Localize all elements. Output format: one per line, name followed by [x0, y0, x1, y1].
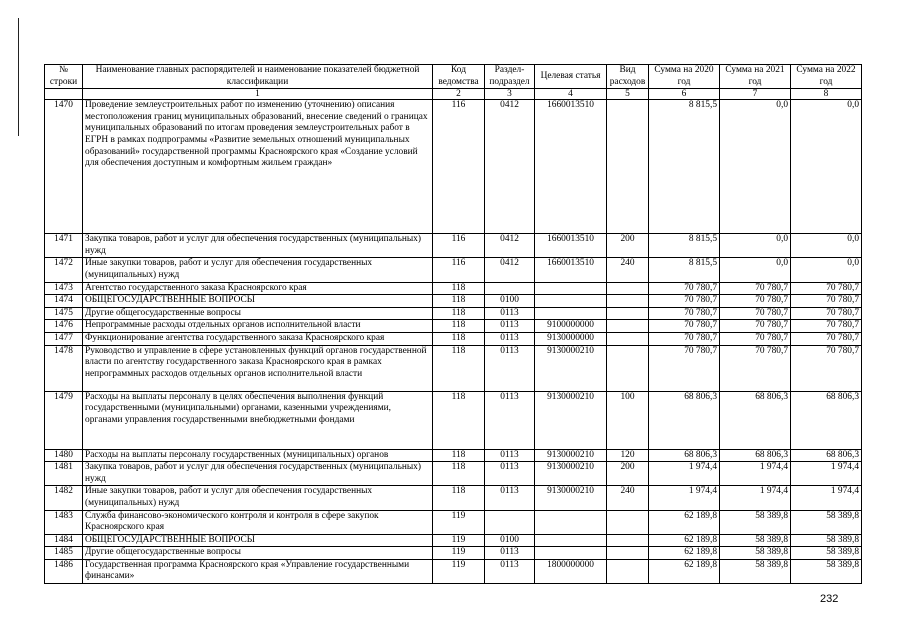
sum-2022-cell: 70 780,7 — [791, 320, 862, 333]
sum-2021-cell: 70 780,7 — [720, 295, 791, 308]
table-row — [45, 100, 862, 234]
row-number-cell: 1482 — [45, 486, 83, 510]
vedomstvo-cell: 116 — [433, 100, 485, 234]
statya-cell — [535, 295, 607, 308]
podrazdel-cell: 0113 — [485, 547, 535, 560]
table-row — [45, 282, 862, 295]
sum-2020-cell: 8 815,5 — [649, 100, 720, 234]
row-number-cell: 1485 — [45, 547, 83, 560]
sum-2022-cell: 68 806,3 — [791, 449, 862, 462]
podrazdel-cell: 0113 — [485, 449, 535, 462]
table-row — [45, 510, 862, 534]
vedomstvo-cell: 119 — [433, 547, 485, 560]
vid-cell: 100 — [607, 391, 649, 449]
sum-2020-cell: 62 189,8 — [649, 534, 720, 547]
name-cell: Расходы на выплаты персоналу государственных (муниципальных) органов — [83, 449, 433, 462]
sum-2021-cell: 58 389,8 — [720, 559, 791, 583]
name-cell: Государственная программа Красноярского края «Управление государственными финансами» — [83, 559, 433, 583]
sum-2020-cell: 68 806,3 — [649, 449, 720, 462]
sum-2022-cell: 70 780,7 — [791, 295, 862, 308]
vid-cell — [607, 295, 649, 308]
column-number — [45, 89, 83, 100]
statya-cell — [535, 307, 607, 320]
vedomstvo-cell: 119 — [433, 534, 485, 547]
vedomstvo-cell: 118 — [433, 486, 485, 510]
podrazdel-cell: 0412 — [485, 234, 535, 258]
row-number-cell: 1486 — [45, 559, 83, 583]
table-row — [45, 332, 862, 345]
table-row — [45, 449, 862, 462]
sum-2020-cell: 70 780,7 — [649, 295, 720, 308]
sum-2020-cell: 70 780,7 — [649, 307, 720, 320]
name-cell: Функционирование агентства государственного заказа Красноярского края — [83, 332, 433, 345]
sum-2020-cell: 70 780,7 — [649, 345, 720, 391]
statya-cell: 1660013510 — [535, 234, 607, 258]
statya-cell — [535, 547, 607, 560]
vid-cell: 240 — [607, 258, 649, 282]
podrazdel-cell: 0100 — [485, 295, 535, 308]
sum-2022-cell: 58 389,8 — [791, 547, 862, 560]
header-sum-2022: Сумма на 2022 год — [791, 65, 862, 89]
podrazdel-cell: 0113 — [485, 345, 535, 391]
vid-cell: 200 — [607, 462, 649, 486]
name-cell: Иные закупки товаров, работ и услуг для обеспечения государственных (муниципальных) нужд — [83, 486, 433, 510]
sum-2020-cell: 62 189,8 — [649, 510, 720, 534]
sum-2021-cell: 70 780,7 — [720, 307, 791, 320]
podrazdel-cell — [485, 510, 535, 534]
vid-cell — [607, 559, 649, 583]
statya-cell: 9130000000 — [535, 332, 607, 345]
row-number-cell: 1479 — [45, 391, 83, 449]
statya-cell: 9130000210 — [535, 345, 607, 391]
sum-2022-cell: 70 780,7 — [791, 332, 862, 345]
table-body — [45, 100, 862, 584]
sum-2022-cell: 58 389,8 — [791, 534, 862, 547]
header-vedomstvo: Код ведомства — [433, 65, 485, 89]
podrazdel-cell — [485, 282, 535, 295]
vedomstvo-cell: 116 — [433, 234, 485, 258]
sum-2021-cell: 70 780,7 — [720, 320, 791, 333]
table-row — [45, 295, 862, 308]
sum-2022-cell: 0,0 — [791, 234, 862, 258]
name-cell: Агентство государственного заказа Красноярского края — [83, 282, 433, 295]
row-number-cell: 1478 — [45, 345, 83, 391]
sum-2022-cell: 70 780,7 — [791, 282, 862, 295]
vedomstvo-cell: 118 — [433, 332, 485, 345]
sum-2020-cell: 8 815,5 — [649, 258, 720, 282]
row-number-cell: 1474 — [45, 295, 83, 308]
column-number: 3 — [485, 89, 535, 100]
name-cell: Иные закупки товаров, работ и услуг для обеспечения государственных (муниципальных) нужд — [83, 258, 433, 282]
column-number: 2 — [433, 89, 485, 100]
header-sum-2020: Сумма на 2020 год — [649, 65, 720, 89]
table-row — [45, 534, 862, 547]
sum-2021-cell: 68 806,3 — [720, 449, 791, 462]
row-number-cell: 1484 — [45, 534, 83, 547]
sum-2022-cell: 0,0 — [791, 100, 862, 234]
vedomstvo-cell: 118 — [433, 345, 485, 391]
podrazdel-cell: 0100 — [485, 534, 535, 547]
statya-cell: 9130000210 — [535, 462, 607, 486]
row-number-cell: 1476 — [45, 320, 83, 333]
statya-cell: 9100000000 — [535, 320, 607, 333]
sum-2020-cell: 62 189,8 — [649, 547, 720, 560]
vid-cell — [607, 100, 649, 234]
column-number: 1 — [83, 89, 433, 100]
sum-2021-cell: 58 389,8 — [720, 547, 791, 560]
vid-cell — [607, 547, 649, 560]
row-number-cell: 1477 — [45, 332, 83, 345]
vid-cell — [607, 307, 649, 320]
sum-2020-cell: 8 815,5 — [649, 234, 720, 258]
vedomstvo-cell: 118 — [433, 449, 485, 462]
name-cell: Закупка товаров, работ и услуг для обеспечения государственных (муниципальных) нужд — [83, 234, 433, 258]
header-name: Наименование главных распорядителей и наименование показателей бюджетной классификации — [83, 65, 433, 89]
vedomstvo-cell: 118 — [433, 391, 485, 449]
name-cell: Расходы на выплаты персоналу в целях обеспечения выполнения функций государственными (муниципальными) органами, казенными учреждениями, органами управления государственными внебюджетными фондами — [83, 391, 433, 449]
sum-2022-cell: 0,0 — [791, 258, 862, 282]
name-cell: Другие общегосударственные вопросы — [83, 547, 433, 560]
statya-cell — [535, 282, 607, 295]
vid-cell: 200 — [607, 234, 649, 258]
row-number-cell: 1471 — [45, 234, 83, 258]
row-number-cell: 1475 — [45, 307, 83, 320]
table-row — [45, 547, 862, 560]
sum-2021-cell: 1 974,4 — [720, 486, 791, 510]
sum-2022-cell: 58 389,8 — [791, 510, 862, 534]
vedomstvo-cell: 119 — [433, 559, 485, 583]
sum-2021-cell: 0,0 — [720, 234, 791, 258]
header-podrazdel: Раздел-подраздел — [485, 65, 535, 89]
table-row — [45, 486, 862, 510]
podrazdel-cell: 0113 — [485, 307, 535, 320]
column-number: 4 — [535, 89, 607, 100]
sum-2022-cell: 68 806,3 — [791, 391, 862, 449]
vid-cell: 240 — [607, 486, 649, 510]
vid-cell — [607, 332, 649, 345]
vedomstvo-cell: 118 — [433, 320, 485, 333]
row-number-cell: 1480 — [45, 449, 83, 462]
margin-line — [18, 18, 19, 136]
statya-cell: 9130000210 — [535, 486, 607, 510]
header-row-number: № строки — [45, 65, 83, 89]
name-cell: Проведение землеустроительных работ по изменению (уточнению) описания местоположения границ муниципальных образований, внесение сведений о границах муниципальных образований по итогам проведения землеустроительных работ в ЕГРН в рамках подпрограммы «Развитие земельных отношений муниципальных образований» государственной программы Красноярского края «Создание условий для обеспечения доступным и комфортным жильем граждан» — [83, 100, 433, 234]
vid-cell — [607, 345, 649, 391]
name-cell: Руководство и управление в сфере установленных функций органов государственной власти по агентству государственного заказа Красноярского края в рамках непрограммных расходов отдельных органов исполнительной власти — [83, 345, 433, 391]
podrazdel-cell: 0412 — [485, 258, 535, 282]
header-vid: Вид расходов — [607, 65, 649, 89]
sum-2021-cell: 68 806,3 — [720, 391, 791, 449]
sum-2021-cell: 70 780,7 — [720, 345, 791, 391]
column-number: 7 — [720, 89, 791, 100]
name-cell: Служба финансово-экономического контроля и контроля в сфере закупок Красноярского края — [83, 510, 433, 534]
row-number-cell: 1483 — [45, 510, 83, 534]
sum-2022-cell: 70 780,7 — [791, 345, 862, 391]
sum-2022-cell: 58 389,8 — [791, 559, 862, 583]
vid-cell — [607, 510, 649, 534]
vedomstvo-cell: 118 — [433, 282, 485, 295]
table-row — [45, 559, 862, 583]
row-number-cell: 1473 — [45, 282, 83, 295]
sum-2022-cell: 1 974,4 — [791, 462, 862, 486]
column-number: 6 — [649, 89, 720, 100]
vid-cell — [607, 320, 649, 333]
header-row — [45, 65, 862, 89]
name-cell: ОБЩЕГОСУДАРСТВЕННЫЕ ВОПРОСЫ — [83, 295, 433, 308]
name-cell: Непрограммные расходы отдельных органов исполнительной власти — [83, 320, 433, 333]
vedomstvo-cell: 118 — [433, 307, 485, 320]
table-row — [45, 391, 862, 449]
vid-cell — [607, 282, 649, 295]
sum-2020-cell: 70 780,7 — [649, 332, 720, 345]
sum-2021-cell: 0,0 — [720, 258, 791, 282]
statya-cell: 1660013510 — [535, 258, 607, 282]
row-number-cell: 1481 — [45, 462, 83, 486]
table-row — [45, 320, 862, 333]
sum-2021-cell: 70 780,7 — [720, 332, 791, 345]
table-row — [45, 307, 862, 320]
podrazdel-cell: 0113 — [485, 559, 535, 583]
podrazdel-cell: 0113 — [485, 462, 535, 486]
statya-cell: 9130000210 — [535, 391, 607, 449]
column-number-row — [45, 89, 862, 100]
statya-cell: 9130000210 — [535, 449, 607, 462]
statya-cell — [535, 510, 607, 534]
vedomstvo-cell: 116 — [433, 258, 485, 282]
sum-2020-cell: 68 806,3 — [649, 391, 720, 449]
vid-cell: 120 — [607, 449, 649, 462]
sum-2022-cell: 1 974,4 — [791, 486, 862, 510]
statya-cell: 1800000000 — [535, 559, 607, 583]
sum-2020-cell: 70 780,7 — [649, 282, 720, 295]
sum-2020-cell: 1 974,4 — [649, 462, 720, 486]
table-row — [45, 258, 862, 282]
page-number: 232 — [820, 593, 839, 605]
podrazdel-cell: 0113 — [485, 486, 535, 510]
vid-cell — [607, 534, 649, 547]
podrazdel-cell: 0113 — [485, 320, 535, 333]
podrazdel-cell: 0113 — [485, 391, 535, 449]
vedomstvo-cell: 118 — [433, 462, 485, 486]
podrazdel-cell: 0412 — [485, 100, 535, 234]
header-statya: Целевая статья — [535, 65, 607, 89]
podrazdel-cell: 0113 — [485, 332, 535, 345]
name-cell: Другие общегосударственные вопросы — [83, 307, 433, 320]
sum-2022-cell: 70 780,7 — [791, 307, 862, 320]
name-cell: Закупка товаров, работ и услуг для обеспечения государственных (муниципальных) нужд — [83, 462, 433, 486]
table-row — [45, 345, 862, 391]
table-row — [45, 234, 862, 258]
sum-2020-cell: 1 974,4 — [649, 486, 720, 510]
vedomstvo-cell: 119 — [433, 510, 485, 534]
row-number-cell: 1470 — [45, 100, 83, 234]
sum-2021-cell: 1 974,4 — [720, 462, 791, 486]
statya-cell: 1660013510 — [535, 100, 607, 234]
sum-2021-cell: 70 780,7 — [720, 282, 791, 295]
column-number: 5 — [607, 89, 649, 100]
statya-cell — [535, 534, 607, 547]
sum-2020-cell: 70 780,7 — [649, 320, 720, 333]
vedomstvo-cell: 118 — [433, 295, 485, 308]
sum-2021-cell: 58 389,8 — [720, 534, 791, 547]
column-number: 8 — [791, 89, 862, 100]
sum-2021-cell: 0,0 — [720, 100, 791, 234]
row-number-cell: 1472 — [45, 258, 83, 282]
table-row — [45, 462, 862, 486]
name-cell: ОБЩЕГОСУДАРСТВЕННЫЕ ВОПРОСЫ — [83, 534, 433, 547]
budget-table — [44, 64, 862, 584]
header-sum-2021: Сумма на 2021 год — [720, 65, 791, 89]
sum-2021-cell: 58 389,8 — [720, 510, 791, 534]
sum-2020-cell: 62 189,8 — [649, 559, 720, 583]
